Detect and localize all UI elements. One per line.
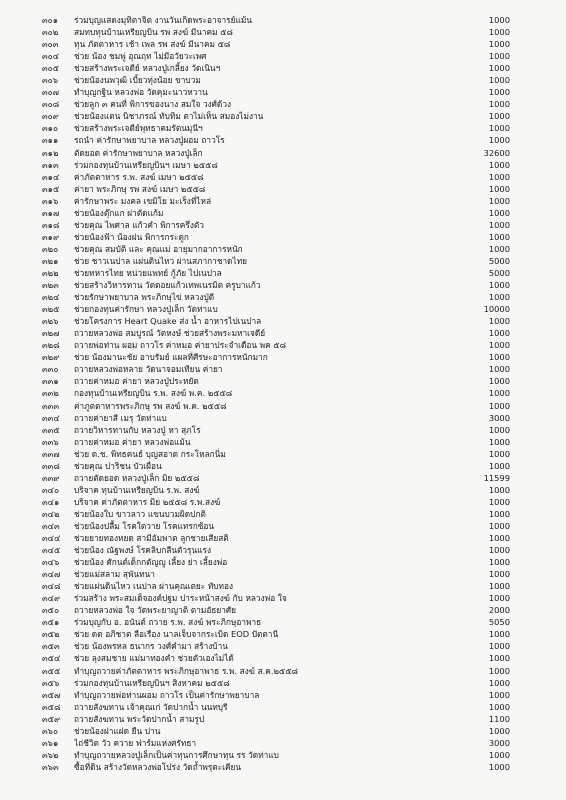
entry-number: ๓๔๑ [42, 496, 60, 507]
ledger-row [0, 291, 566, 303]
ledger-row [0, 171, 566, 183]
entry-number: ๓๔๕ [42, 545, 61, 556]
entry-amount: 2000 [488, 605, 510, 616]
entry-number: ๓๐๔ [42, 51, 60, 62]
entry-description: ช่วยกองทุนค่ารักษา หลวงปู่เล็ก วัดท่าแบ [74, 304, 218, 315]
entry-number: ๓๓๑ [42, 376, 59, 387]
entry-amount: 1000 [488, 123, 510, 134]
entry-amount: 3000 [488, 412, 510, 423]
ledger-row [0, 279, 566, 291]
entry-number: ๓๑๕ [42, 183, 60, 194]
entry-number: ๓๕๙ [42, 713, 61, 724]
entry-description: สมทบทุนบ้านเหรียญบิน รพ สงฆ์ มีนาคม ๕๘ [74, 27, 233, 38]
entry-number: ๓๕๓ [42, 641, 60, 652]
ledger-row [0, 231, 566, 243]
entry-amount: 1000 [488, 725, 510, 736]
entry-description: ช่วยสร้างวิหารทาน วัดดอยแก้วเทพเนรมิต ครูบาแก้ว [74, 280, 261, 291]
ledger-row [0, 616, 566, 628]
entry-amount: 1000 [488, 701, 510, 712]
entry-description: ช่วยแผ่นดินไหว เนปาล ผ่านคุณเตยะ ทับทอง [74, 581, 234, 592]
ledger-row [0, 159, 566, 171]
ledger-row [0, 14, 566, 26]
ledger-row [0, 363, 566, 375]
entry-amount: 1000 [488, 581, 510, 592]
entry-amount: 11599 [483, 472, 510, 483]
ledger-row [0, 183, 566, 195]
entry-description: ถวายวิหารทานกับ หลวงปู่ หา สุภโร [74, 424, 201, 435]
entry-number: ๓๕๘ [42, 701, 61, 712]
entry-number: ๓๔๓ [42, 520, 60, 531]
entry-amount: 1000 [488, 749, 510, 760]
entry-description: กองทุนบ้านเหรียญบิน ร.พ. สงฆ์ พ.ค. ๒๕๕๘ [74, 388, 233, 399]
entry-number: ๓๑๘ [42, 219, 60, 230]
entry-number: ๓๐๓ [42, 39, 59, 50]
entry-number: ๓๒๗ [42, 328, 60, 339]
entry-amount: 1000 [488, 653, 510, 664]
ledger-row [0, 689, 566, 701]
ledger-row [0, 412, 566, 424]
ledger-row [0, 677, 566, 689]
ledger-row [0, 207, 566, 219]
entry-amount: 1000 [488, 569, 510, 580]
entry-number: ๓๔๗ [42, 569, 61, 580]
ledger-row [0, 713, 566, 725]
entry-amount: 5000 [488, 267, 510, 278]
entry-number: ๓๓๐ [42, 364, 59, 375]
entry-number: ๓๔๔ [42, 533, 61, 544]
entry-number: ๓๑๓ [42, 159, 59, 170]
entry-description: ซื้อที่ดิน สร้างวัดหลวงพ่อโปร่ง วัดถ้ำพรุตะเคียน [74, 761, 242, 772]
ledger-row [0, 544, 566, 556]
entry-amount: 1000 [488, 388, 510, 399]
entry-amount: 1000 [488, 424, 510, 435]
ledger-row [0, 701, 566, 713]
entry-description: ช่วย น้องพรหล ธนากร วงศ์คำมา สร้างบ้าน [74, 641, 228, 652]
entry-number: ๓๒๙ [42, 352, 60, 363]
ledger-row [0, 339, 566, 351]
entry-description: ถวายหลวงพ่อหลาย วัดนาจอมเทียน ค่ายา [74, 364, 223, 375]
entry-amount: 1000 [488, 159, 510, 170]
entry-number: ๓๑๙ [42, 231, 60, 242]
entry-description: ช่วย ลุงสมชาย แม่มาทองคำ ช่วยตัวเองไม่ได้ [74, 653, 234, 664]
entry-amount: 1000 [488, 520, 510, 531]
entry-amount: 1000 [488, 508, 510, 519]
ledger-row [0, 556, 566, 568]
entry-number: ๓๒๓ [42, 280, 59, 291]
entry-amount: 1000 [488, 761, 510, 772]
ledger-row [0, 38, 566, 50]
entry-number: ๓๑๔ [42, 171, 60, 182]
entry-number: ๓๖๐ [42, 725, 59, 736]
entry-description: ช่วยน้องใบ ขาวลาว แขนบวมผิดปกติ [74, 508, 206, 519]
ledger-row [0, 424, 566, 436]
entry-amount: 1000 [488, 665, 510, 676]
entry-amount: 1000 [488, 545, 510, 556]
entry-description: ถวายตัดยอด หลวงปู่เล็ก มิย ๒๕๕๘ [74, 472, 200, 483]
ledger-row [0, 604, 566, 616]
entry-amount: 1000 [488, 629, 510, 640]
ledger-row [0, 725, 566, 737]
entry-number: ๓๐๖ [42, 75, 59, 86]
entry-number: ๓๒๒ [42, 267, 59, 278]
ledger-row [0, 147, 566, 159]
entry-number: ๓๐๘ [42, 99, 60, 110]
ledger-row [0, 652, 566, 664]
entry-amount: 5050 [488, 617, 510, 628]
entry-number: ๓๕๖ [42, 677, 60, 688]
entry-number: ๓๔๙ [42, 593, 61, 604]
entry-description: ถวายค่าหมอ ค่ายา หลวงพ่อแม้น [74, 436, 191, 447]
entry-amount: 1000 [488, 593, 510, 604]
entry-description: ถวายค่าหมอ ค่ายา หลวงปู่ประหยัด [74, 376, 199, 387]
entry-number: ๓๔๖ [42, 557, 60, 568]
entry-description: ช่วยคุณ สมบัติ และ คุณแม่ อายุมากอาการหนัก [74, 243, 243, 254]
entry-amount: 1000 [488, 15, 510, 25]
ledger-row [0, 436, 566, 448]
entry-description: ทุน ภัตตาหาร เช้า เพล รพ สงฆ์ มีนาคม ๕๘ [74, 39, 231, 50]
entry-number: ๓๒๐ [42, 243, 59, 254]
ledger-row [0, 568, 566, 580]
entry-number: ๓๒๔ [42, 292, 60, 303]
ledger-row [0, 243, 566, 255]
entry-description: รถนำ ค่ารักษาพยาบาล หลวงปู่ผอม ถาวโร [74, 135, 225, 146]
entry-description: ทำบุญกฐิน หลวงพ่อ วัดคุมะนาวหวาน [74, 87, 208, 98]
entry-number: ๓๐๒ [42, 27, 59, 38]
entry-description: ช่วยโครงการ Heart Quake ส่ง น้ำ อาหารไปเนปาล [74, 316, 262, 327]
ledger-row [0, 580, 566, 592]
entry-number: ๓๐๕ [42, 63, 60, 74]
entry-amount: 1000 [488, 496, 510, 507]
entry-amount: 1000 [488, 280, 510, 291]
entry-description: ช่วยยายทองหยด สามีอัมพาต ลูกชายเสียสติ [74, 533, 229, 544]
entry-number: ๓๕๗ [42, 689, 61, 700]
entry-description: ช่วยน้องฟ้า น้องฝน พิการกระดูก [74, 231, 189, 242]
entry-amount: 1000 [488, 352, 510, 363]
entry-description: ช่วยน้อง ณัฐพงษ์ โรคลิบกลืนตัวรุนแรง [74, 545, 212, 556]
entry-amount: 1000 [488, 689, 510, 700]
entry-description: ค่าภูตตาหารพระภิกษุ รพ สงฆ์ พ.ค. ๒๕๕๘ [74, 400, 227, 411]
entry-amount: 1000 [488, 183, 510, 194]
entry-number: ๓๖๑ [42, 737, 59, 748]
ledger-row [0, 303, 566, 315]
entry-description: ถวายหลวงพ่อ ใจ วัดพระยาญาติ ตามอัธยาศัย [74, 605, 237, 616]
entry-amount: 1000 [488, 328, 510, 339]
entry-number: ๓๕๐ [42, 605, 60, 616]
entry-description: ตัดยอด ค่ารักษาพยาบาล หลวงปู่เล็ก [74, 147, 203, 158]
entry-amount: 1000 [488, 111, 510, 122]
entry-description: ช่วย น้อง ชมพู่ อุณฤท ไม่มีอวัยวะเพศ [74, 51, 207, 62]
ledger-row [0, 460, 566, 472]
entry-amount: 1000 [488, 171, 510, 182]
ledger-row [0, 496, 566, 508]
entry-amount: 1000 [488, 99, 510, 110]
entry-number: ๓๖๒ [42, 749, 59, 760]
entry-amount: 1000 [488, 448, 510, 459]
ledger-row [0, 195, 566, 207]
ledger-row [0, 62, 566, 74]
entry-description: ทำบุญถวายค่าภัตตาหาร พระภิกษุอาพาธ ร.พ. สงฆ์ ส.ค.๒๕๕๘ [74, 665, 298, 676]
entry-description: ช่วยน้องแตน นิชาภรณ์ ทับทิม ตาไม่เห็น สมองไม่งาน [74, 111, 264, 122]
entry-description: ช่วยสร้างพระเจดีย์ หลวงปู่เกลี้ยง วัดเนินฯ [74, 63, 221, 74]
ledger-row [0, 315, 566, 327]
entry-number: ๓๕๔ [42, 653, 61, 664]
entry-description: ช่วยทหารไทย หน่วยแพทย์ กู้ภัย ไปเนปาล [74, 267, 222, 278]
entry-amount: 1000 [488, 484, 510, 495]
entry-description: ทำบุญถวายหลวงปู่เล็กเป็นค่าทุนการศึกษาทุน รร วัดท่าแบ [74, 749, 279, 760]
entry-number: ๓๑๗ [42, 207, 60, 218]
ledger-row [0, 737, 566, 749]
entry-description: ช่วยสร้างพระเจดีย์พุทธาคมรัตนมุนีฯ [74, 123, 203, 134]
entry-amount: 1000 [488, 677, 510, 688]
ledger-row [0, 375, 566, 387]
entry-description: ช่วยน้อง ศักนต์เด็กกตัญญู เลี้ยง ย่า เลี้ยงพ่อ [74, 557, 228, 568]
entry-description: ช่วยลูก ๓ คนที่ พิการของนาง สมใจ วงศ์ด้วง [74, 99, 232, 110]
entry-description: ทำบุญถวายพ่อท่านผอม ถาวโร เป็นค่ารักษาพยาบาล [74, 689, 260, 700]
entry-description: ช่วยรักษาพยาบาล พระภิกษุไข่ หลวงปู่ดี [74, 292, 215, 303]
donation-ledger [0, 14, 566, 773]
ledger-row [0, 351, 566, 363]
entry-amount: 1000 [488, 364, 510, 375]
entry-amount: 1000 [488, 533, 510, 544]
entry-number: ๓๓๘ [42, 460, 60, 471]
entry-amount: 1000 [488, 219, 510, 230]
entry-description: ร่วมบุญกับ อ. อนันต์ ถวาย ร.พ. สงฆ์ พระภิกษุอาพาธ [74, 617, 262, 628]
ledger-row [0, 761, 566, 773]
entry-amount: 10000 [483, 304, 510, 315]
entry-description: ค่าภัตตาหาร ร.พ. สงฆ์ เมษา ๒๕๕๘ [74, 171, 204, 182]
entry-number: ๓๐๗ [42, 87, 59, 98]
ledger-row [0, 98, 566, 110]
entry-amount: 1000 [488, 316, 510, 327]
ledger-row [0, 640, 566, 652]
entry-amount: 1000 [488, 51, 510, 62]
entry-number: ๓๓๒ [42, 388, 59, 399]
entry-description: ช่วยน้องนพวุฒิ เบี้ยวทุ่งน้อย ขาบวม [74, 75, 201, 86]
entry-description: ค่ารักษาพระ มงคล เขมิโย มะเร็งที่ไหล่ [74, 195, 212, 206]
ledger-row [0, 749, 566, 761]
ledger-row [0, 665, 566, 677]
entry-amount: 1000 [488, 460, 510, 471]
entry-amount: 1000 [488, 243, 510, 254]
entry-amount: 1000 [488, 376, 510, 387]
entry-number: ๓๕๑ [42, 617, 60, 628]
entry-number: ๓๒๕ [42, 304, 60, 315]
entry-number: ๓๓๕ [42, 424, 60, 435]
entry-number: ๓๓๔ [42, 412, 60, 423]
ledger-row [0, 508, 566, 520]
entry-amount: 1000 [488, 87, 510, 98]
entry-amount: 1000 [488, 75, 510, 86]
entry-number: ๓๑๑ [42, 135, 59, 146]
entry-amount: 1000 [488, 195, 510, 206]
ledger-row [0, 26, 566, 38]
entry-description: ร่วมกองทุนบ้านเหรียญบินฯ เมษา ๒๕๕๘ [74, 159, 218, 170]
ledger-row [0, 400, 566, 412]
ledger-row [0, 219, 566, 231]
entry-number: ๓๓๓ [42, 400, 60, 411]
ledger-row [0, 255, 566, 267]
entry-description: ไถ่ชีวิต วัว ควาย ฟาร์มแห่งศรัทธา [74, 737, 197, 748]
entry-amount: 1000 [488, 39, 510, 50]
entry-amount: 1000 [488, 436, 510, 447]
entry-number: ๓๑๖ [42, 195, 59, 206]
entry-description: ช่วย ด.ช. พิทธคนธ์ บุญสอาด กระโหลกนิ่ม [74, 448, 226, 459]
entry-number: ๓๑๐ [42, 123, 59, 134]
ledger-row [0, 484, 566, 496]
entry-number: ๓๒๖ [42, 316, 59, 327]
ledger-row [0, 448, 566, 460]
entry-number: ๓๔๘ [42, 581, 61, 592]
entry-description: ช่วยน้องฝาแฝด ยืน ปาน [74, 725, 161, 736]
entry-description: ถวายสังฆทาน เจ้าคุณเก่ วัดปากน้ำ นนทบุรี [74, 701, 228, 712]
ledger-row [0, 520, 566, 532]
ledger-row [0, 327, 566, 339]
ledger-row [0, 267, 566, 279]
entry-number: ๓๐๙ [42, 111, 59, 122]
entry-number: ๓๕๒ [42, 629, 60, 640]
ledger-row [0, 74, 566, 86]
entry-amount: 1100 [488, 713, 510, 724]
entry-description: ถวายสังฆทาน พระวัดปากน้ำ สามรูป [74, 713, 205, 724]
ledger-row [0, 472, 566, 484]
entry-amount: 1000 [488, 400, 510, 411]
entry-amount: 1000 [488, 292, 510, 303]
entry-amount: 1000 [488, 27, 510, 38]
ledger-row [0, 86, 566, 98]
ledger-row [0, 628, 566, 640]
entry-number: ๓๓๖ [42, 436, 59, 447]
ledger-row [0, 122, 566, 134]
ledger-row [0, 50, 566, 62]
entry-amount: 5000 [488, 255, 510, 266]
entry-amount: 1000 [488, 207, 510, 218]
entry-description: ช่วยแม่สลาม สุพันทนา [74, 569, 155, 580]
entry-description: ช่วย ดต อภิชาต ลือเรือง นาลเจ็บจากระเบิด EOD ปัตตานี [74, 629, 279, 640]
ledger-row [0, 134, 566, 146]
entry-description: ช่วยคุณ ปาริชน บัวเผื่อน [74, 460, 162, 471]
entry-amount: 1000 [488, 63, 510, 74]
entry-description: บริจาค ค่าภัตตาหาร มิย ๒๕๕๘ ร.พ.สงฆ์ [74, 496, 221, 507]
entry-number: ๓๐๑ [42, 15, 59, 25]
entry-description: ช่วยคุณ ไพศาล แก้วคำ พิการครึ่งตัว [74, 219, 204, 230]
entry-number: ๓๑๒ [42, 147, 59, 158]
entry-number: ๓๒๘ [42, 340, 60, 351]
entry-amount: 1000 [488, 231, 510, 242]
entry-amount: 1000 [488, 340, 510, 351]
entry-description: ช่วยน้องตุ๊กแก ผ่าตัดแก้ม [74, 207, 164, 218]
entry-number: ๓๔๒ [42, 508, 60, 519]
entry-description: บริจาค ทุนบ้านเหรียญบิน ร.พ. สงฆ์ [74, 484, 200, 495]
entry-description: ช่วย ชาวเนปาล แผ่นดินไหว ผ่านสภากาชาดไทย [74, 255, 248, 266]
ledger-row [0, 387, 566, 399]
entry-amount: 3000 [488, 737, 510, 748]
ledger-row [0, 592, 566, 604]
ledger-row [0, 532, 566, 544]
entry-description: ร่วมสร้าง พระสมเด็จองค์ปฐม ปาระหน้าสงฆ์ กับ หลวงพ่อ ใจ [74, 593, 287, 604]
entry-description: ช่วยน้องปลื้ม โรคใตวาย โรคแทรกซ้อน [74, 520, 215, 531]
entry-number: ๓๒๑ [42, 255, 59, 266]
entry-number: ๓๔๐ [42, 484, 60, 495]
entry-description: ค่ายา พระภิกษุ รพ สงฆ์ เมษา ๒๕๕๘ [74, 183, 206, 194]
entry-amount: 1000 [488, 641, 510, 652]
entry-number: ๓๓๗ [42, 448, 60, 459]
entry-description: ร่วมบุญแสดงมุทิตาจิต งานวันเกิดพระอาจารย์แม้น [74, 15, 252, 25]
entry-number: ๓๖๓ [42, 761, 59, 772]
entry-description: ช่วย น้องมานะชัย อาบรัมย์ แผลที่ศีรษะอาการหนักมาก [74, 352, 268, 363]
ledger-row [0, 110, 566, 122]
entry-number: ๓๕๕ [42, 665, 61, 676]
entry-description: ถวายค่ายาสี เมรุ วัดท่าแบ [74, 412, 167, 423]
entry-number: ๓๓๙ [42, 472, 60, 483]
entry-amount: 1000 [488, 557, 510, 568]
entry-description: ร่วมกองทุนบ้านเหรียญบินฯ สิงหาคม ๒๕๕๘ [74, 677, 230, 688]
entry-description: ถวายพ่อท่าน ผอม ถาวโร ค่าหมอ ค่ายาประจำเดือน พค ๕๘ [74, 340, 286, 351]
entry-amount: 1000 [488, 135, 510, 146]
entry-description: ถวายหลวงพ่อ สมบูรณ์ วัดหงษ์ ช่วยสร้างพระมหาเจดีย์ [74, 328, 266, 339]
entry-amount: 32600 [483, 147, 510, 158]
